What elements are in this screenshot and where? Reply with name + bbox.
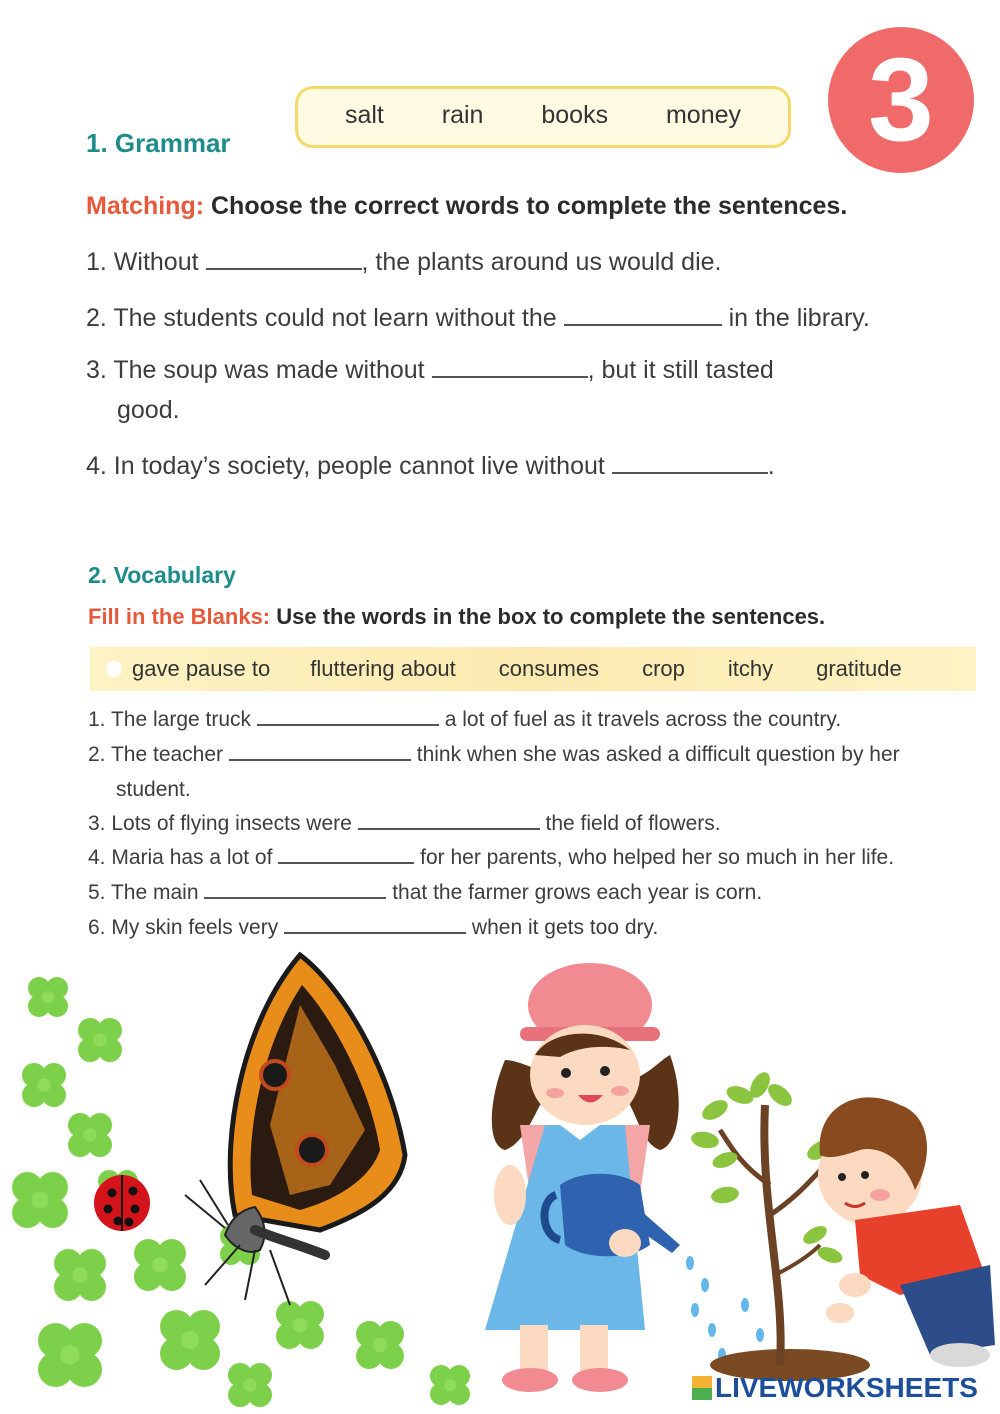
answer-blank[interactable]: [358, 828, 540, 830]
vocab-word[interactable]: consumes: [498, 656, 600, 681]
vocabulary-word-box: [90, 647, 976, 691]
instruction-text: Use the words in the box to complete the sentences.: [270, 604, 826, 629]
answer-blank[interactable]: [204, 897, 386, 899]
vocab-sentence-2: 2. The teacher think when she was asked a difficult question by her: [88, 743, 900, 766]
vocab-word[interactable]: crop: [642, 656, 685, 681]
instruction-text: Choose the correct words to complete the sentences.: [204, 192, 848, 220]
watermark: LIVEWORKSHEETS: [692, 1372, 978, 1404]
word-box-item[interactable]: money: [665, 100, 742, 129]
unit-number-badge: 3: [828, 27, 974, 173]
vocabulary-section-title: 2. Vocabulary: [88, 562, 236, 588]
answer-blank[interactable]: [206, 268, 362, 270]
vocab-word[interactable]: fluttering about: [310, 656, 456, 681]
matching-instruction: [86, 192, 847, 221]
bullet-icon: [106, 661, 122, 677]
instruction-lead: Fill in the Blanks:: [88, 604, 271, 629]
vocab-sentence-6: 6. My skin feels very when it gets too dry.: [88, 916, 659, 939]
vocab-word[interactable]: itchy: [727, 656, 774, 681]
grammar-sentence-2: 2. The students could not learn without the in the library.: [86, 304, 870, 332]
word-box-item[interactable]: rain: [441, 100, 484, 129]
word-box: [295, 86, 791, 148]
vocab-word[interactable]: gratitude: [816, 656, 902, 681]
fill-in-instruction: [88, 604, 825, 630]
vocab-word[interactable]: gave pause to: [132, 656, 271, 681]
vocab-sentence-1: 1. The large truck a lot of fuel as it travels across the country.: [88, 708, 842, 731]
water-drops-icon: [686, 1256, 764, 1362]
answer-blank[interactable]: [229, 759, 411, 761]
vocab-sentence-2-cont: student.: [116, 778, 191, 801]
instruction-lead: Matching:: [86, 192, 205, 220]
answer-blank[interactable]: [257, 724, 439, 726]
word-box-item[interactable]: salt: [344, 100, 384, 129]
grammar-sentence-1: 1. Without , the plants around us would die.: [86, 248, 722, 276]
butterfly-icon: [185, 955, 405, 1305]
grammar-sentence-3: 3. The soup was made without , but it still tasted: [86, 356, 774, 384]
word-box-item[interactable]: books: [541, 100, 609, 129]
boy-planting-icon: [818, 1097, 995, 1367]
answer-blank[interactable]: [612, 472, 768, 474]
grammar-section-title: 1. Grammar: [86, 128, 231, 158]
vocab-sentence-5: 5. The main that the farmer grows each year is corn.: [88, 881, 763, 904]
illustration-area: [0, 945, 1000, 1414]
answer-blank[interactable]: [564, 324, 722, 326]
vocab-sentence-3: 3. Lots of flying insects were the field of flowers.: [88, 812, 721, 835]
answer-blank[interactable]: [432, 376, 588, 378]
liveworksheets-logo-icon: [692, 1376, 712, 1400]
grammar-sentence-4: 4. In today’s society, people cannot live without .: [86, 452, 775, 480]
answer-blank[interactable]: [284, 932, 466, 934]
grammar-sentence-3-cont: good.: [117, 396, 180, 424]
ladybug-icon: [94, 1175, 150, 1231]
vocab-sentence-4: 4. Maria has a lot of for her parents, who helped her so much in her life.: [88, 846, 895, 869]
answer-blank[interactable]: [278, 862, 414, 864]
